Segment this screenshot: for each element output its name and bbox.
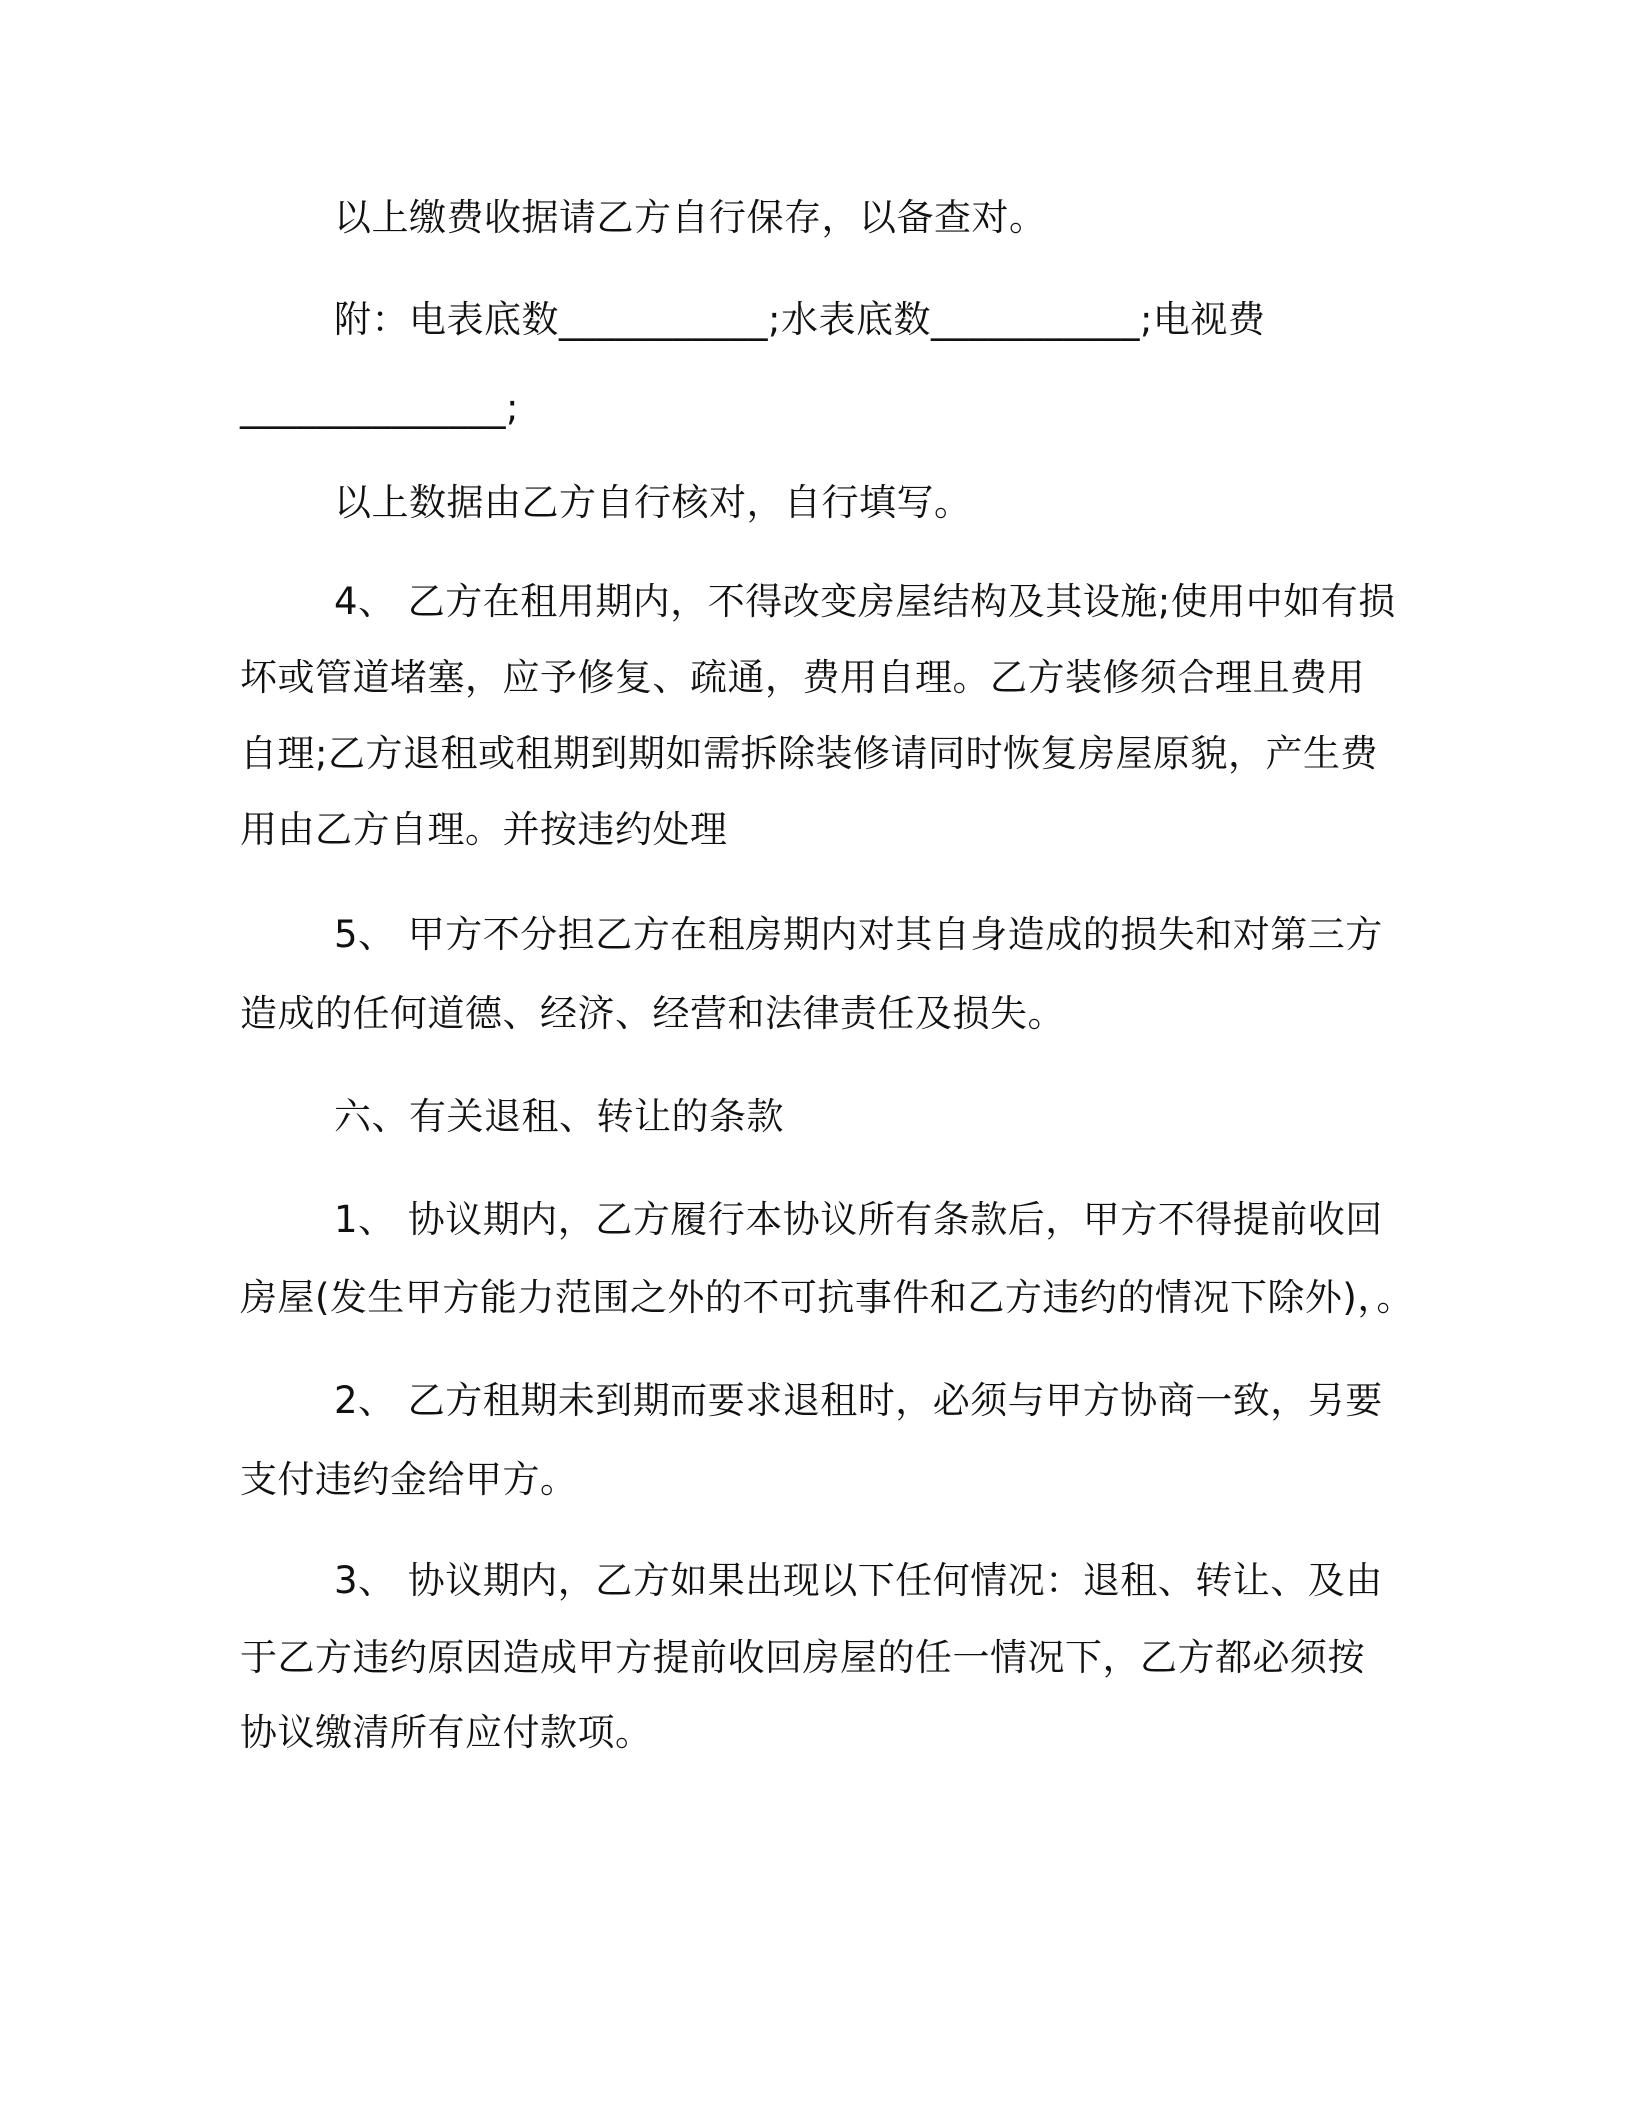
meter-readings-line: 附：电表底数___________;水表底数___________;电视费 [334,298,1266,341]
section-6-clause-3-line-2: 于乙方违约原因造成甲方提前收回房屋的任一情况下，乙方都必须按 [240,1636,1365,1679]
clause-4-line-2: 坏或管道堵塞，应予修复、疏通，费用自理。乙方装修须合理且费用 [240,656,1365,699]
clause-4-line-3: 自理;乙方退租或租期到期如需拆除装修请同时恢复房屋原貌，产生费 [240,732,1378,775]
tv-fee-blank-line: ______________; [240,386,519,429]
section-6-heading: 六、有关退租、转让的条款 [334,1095,784,1138]
data-verification-line: 以上数据由乙方自行核对，自行填写。 [334,481,972,524]
clause-5-line-1: 5、 甲方不分担乙方在租房期内对其自身造成的损失和对第三方 [334,913,1383,956]
clause-4-line-4: 用由乙方自理。并按违约处理 [240,808,728,851]
section-6-clause-1-line-1: 1、 协议期内，乙方履行本协议所有条款后，甲方不得提前收回 [334,1198,1383,1241]
clause-5-line-2: 造成的任何道德、经济、经营和法律责任及损失。 [240,992,1065,1035]
clause-4-line-1: 4、 乙方在租用期内，不得改变房屋结构及其设施;使用中如有损 [334,580,1396,623]
section-6-clause-2-line-2: 支付违约金给甲方。 [240,1458,578,1501]
section-6-clause-3-line-3: 协议缴清所有应付款项。 [240,1711,653,1754]
section-6-clause-1-line-2: 房屋(发生甲方能力范围之外的不可抗事件和乙方违约的情况下除外)，。 [240,1276,1414,1319]
section-6-clause-3-line-1: 3、 协议期内，乙方如果出现以下任何情况：退租、转让、及由 [334,1559,1383,1602]
section-6-clause-2-line-1: 2、 乙方租期未到期而要求退租时，必须与甲方协商一致，另要 [334,1379,1383,1422]
receipt-note-line: 以上缴费收据请乙方自行保存，以备查对。 [334,196,1047,239]
